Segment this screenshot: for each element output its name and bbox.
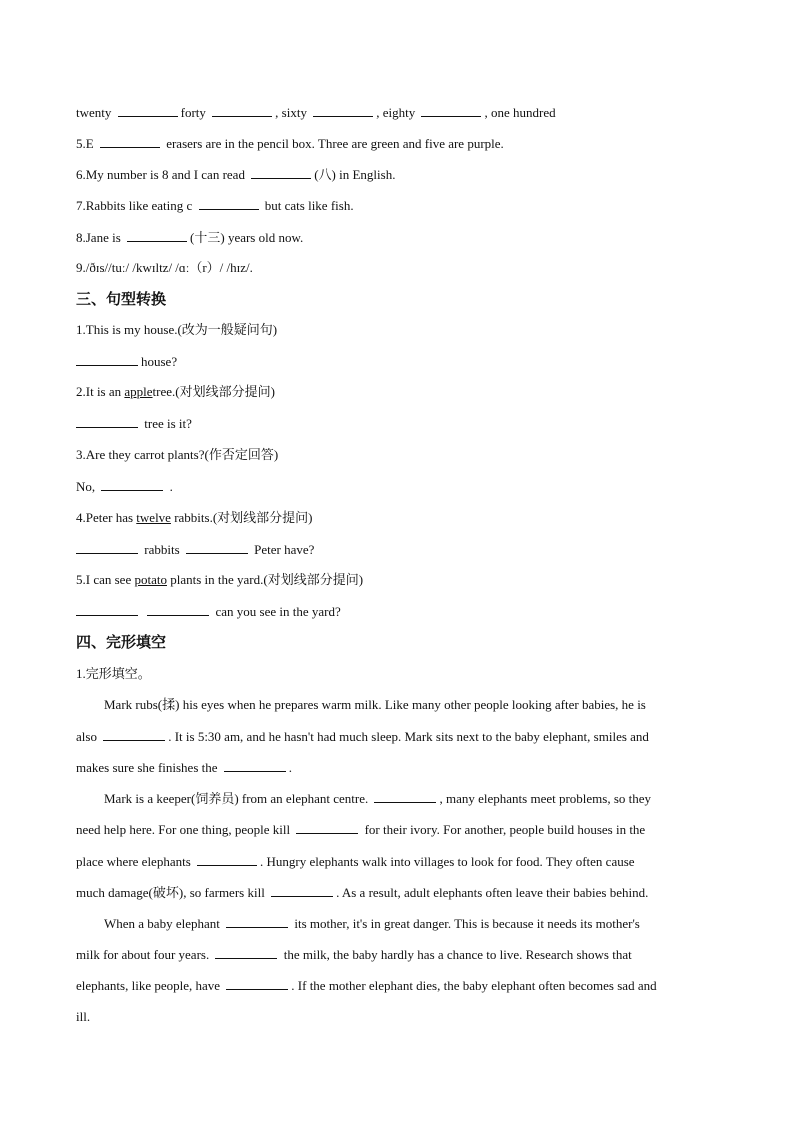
section-heading: 三、句型转换 — [76, 290, 167, 308]
passage-text: its mother, it's in great danger. This is because it needs its mother's — [294, 916, 640, 931]
passage-text: milk for about four years. — [76, 947, 210, 962]
blank[interactable] — [374, 789, 436, 803]
underlined-word: potato — [134, 572, 167, 587]
question-5 — [76, 134, 726, 153]
passage-line — [76, 945, 726, 964]
blank[interactable] — [313, 103, 373, 117]
passage-text: . It is 5:30 am, and he hasn't had much sleep. Mark sits next to the baby elephant, smiles and — [168, 729, 649, 744]
passage-line — [76, 820, 726, 839]
question-6 — [76, 165, 726, 184]
blank[interactable] — [118, 103, 178, 117]
s3-question-1: 1.This is my house.(改为一般疑问句) — [76, 322, 278, 337]
text-forty: forty — [180, 105, 206, 120]
answer-text: can you see in the yard? — [215, 604, 341, 619]
question-text: 2.It is an — [76, 384, 122, 399]
blank[interactable] — [127, 228, 187, 242]
underlined-word: twelve — [136, 510, 171, 525]
passage-line — [76, 852, 726, 871]
passage-text: for their ivory. For another, people build houses in the — [364, 822, 646, 837]
passage-text: . — [288, 760, 293, 775]
blank[interactable] — [226, 914, 288, 928]
question-text: 7.Rabbits like eating c — [76, 198, 193, 213]
passage-text: makes sure she finishes the — [76, 760, 218, 775]
passage-line — [76, 758, 726, 777]
s3-answer-4 — [76, 540, 726, 559]
passage-line — [104, 914, 754, 933]
passage-text: place where elephants — [76, 854, 191, 869]
text-twenty: twenty — [76, 105, 112, 120]
s3-question-4 — [76, 509, 726, 527]
answer-text: . — [169, 479, 173, 494]
blank[interactable] — [296, 820, 358, 834]
passage-text: Mark is a keeper(饲养员) from an elephant centre. — [104, 791, 369, 806]
blank[interactable] — [76, 540, 138, 554]
question-text: 4.Peter has — [76, 510, 134, 525]
s3-answer-2 — [76, 414, 726, 433]
passage-line: ill. — [76, 1009, 91, 1024]
passage-line — [104, 789, 754, 808]
blank[interactable] — [197, 852, 257, 866]
passage-text: need help here. For one thing, people kill — [76, 822, 291, 837]
blank[interactable] — [251, 165, 311, 179]
question-8 — [76, 228, 726, 247]
passage-text: the milk, the baby hardly has a chance to live. Research shows that — [283, 947, 632, 962]
question-text: 8.Jane is — [76, 230, 121, 245]
blank[interactable] — [76, 602, 138, 616]
passage-line — [76, 883, 726, 902]
passage-line — [76, 727, 726, 746]
question-text: tree.(对划线部分提问) — [152, 384, 275, 399]
blank[interactable] — [271, 883, 333, 897]
s3-question-5 — [76, 571, 726, 589]
numbers-line — [76, 103, 726, 122]
question-text: plants in the yard.(对划线部分提问) — [170, 572, 364, 587]
question-text: 6.My number is 8 and I can read — [76, 167, 245, 182]
blank[interactable] — [101, 477, 163, 491]
passage-text: . As a result, adult elephants often leave their babies behind. — [336, 885, 649, 900]
passage-text: When a baby elephant — [104, 916, 220, 931]
s3-question-2 — [76, 383, 726, 401]
s3-answer-5 — [76, 602, 726, 621]
passage-line — [76, 976, 726, 995]
s3-answer-1 — [76, 352, 726, 371]
question-text: erasers are in the pencil box. Three are green and five are purple. — [166, 136, 504, 151]
answer-text: tree is it? — [144, 416, 192, 431]
blank[interactable] — [212, 103, 272, 117]
answer-text: Peter have? — [254, 542, 315, 557]
blank[interactable] — [421, 103, 481, 117]
passage-text: . If the mother elephant dies, the baby elephant often becomes sad and — [291, 978, 657, 993]
question-9: 9./ðɪs//tuː/ /kwɪltz/ /ɑː（r）/ /hɪz/. — [76, 260, 253, 275]
passage-text: also — [76, 729, 97, 744]
blank[interactable] — [76, 352, 138, 366]
answer-text: No, — [76, 479, 96, 494]
text-sixty: , sixty — [275, 105, 307, 120]
blank[interactable] — [199, 196, 259, 210]
passage-text: , many elephants meet problems, so they — [439, 791, 652, 806]
blank[interactable] — [186, 540, 248, 554]
question-text: 5.I can see — [76, 572, 132, 587]
text-eighty: , eighty — [376, 105, 416, 120]
passage-text: . Hungry elephants walk into villages to look for food. They often cause — [260, 854, 635, 869]
passage-text: much damage(破坏), so farmers kill — [76, 885, 265, 900]
passage-line: Mark rubs(揉) his eyes when he prepares warm milk. Like many other people looking after babies, he is — [104, 697, 646, 712]
question-text: (十三) years old now. — [190, 230, 304, 245]
s3-question-3: 3.Are they carrot plants?(作否定回答) — [76, 447, 279, 462]
question-text: 5.E — [76, 136, 94, 151]
cloze-intro: 1.完形填空。 — [76, 666, 151, 681]
blank[interactable] — [76, 414, 138, 428]
question-7 — [76, 196, 726, 215]
blank[interactable] — [215, 945, 277, 959]
answer-text: house? — [141, 354, 178, 369]
question-text: but cats like fish. — [264, 198, 354, 213]
text-one-hundred: , one hundred — [484, 105, 556, 120]
section-heading: 四、完形填空 — [76, 633, 167, 651]
blank[interactable] — [224, 758, 286, 772]
passage-text: elephants, like people, have — [76, 978, 221, 993]
answer-text: rabbits — [144, 542, 180, 557]
blank[interactable] — [147, 602, 209, 616]
question-text: (八) in English. — [314, 167, 396, 182]
blank[interactable] — [100, 134, 160, 148]
underlined-word: apple — [124, 384, 153, 399]
question-text: rabbits.(对划线部分提问) — [174, 510, 313, 525]
s3-answer-3 — [76, 477, 726, 496]
blank[interactable] — [103, 727, 165, 741]
blank[interactable] — [226, 976, 288, 990]
